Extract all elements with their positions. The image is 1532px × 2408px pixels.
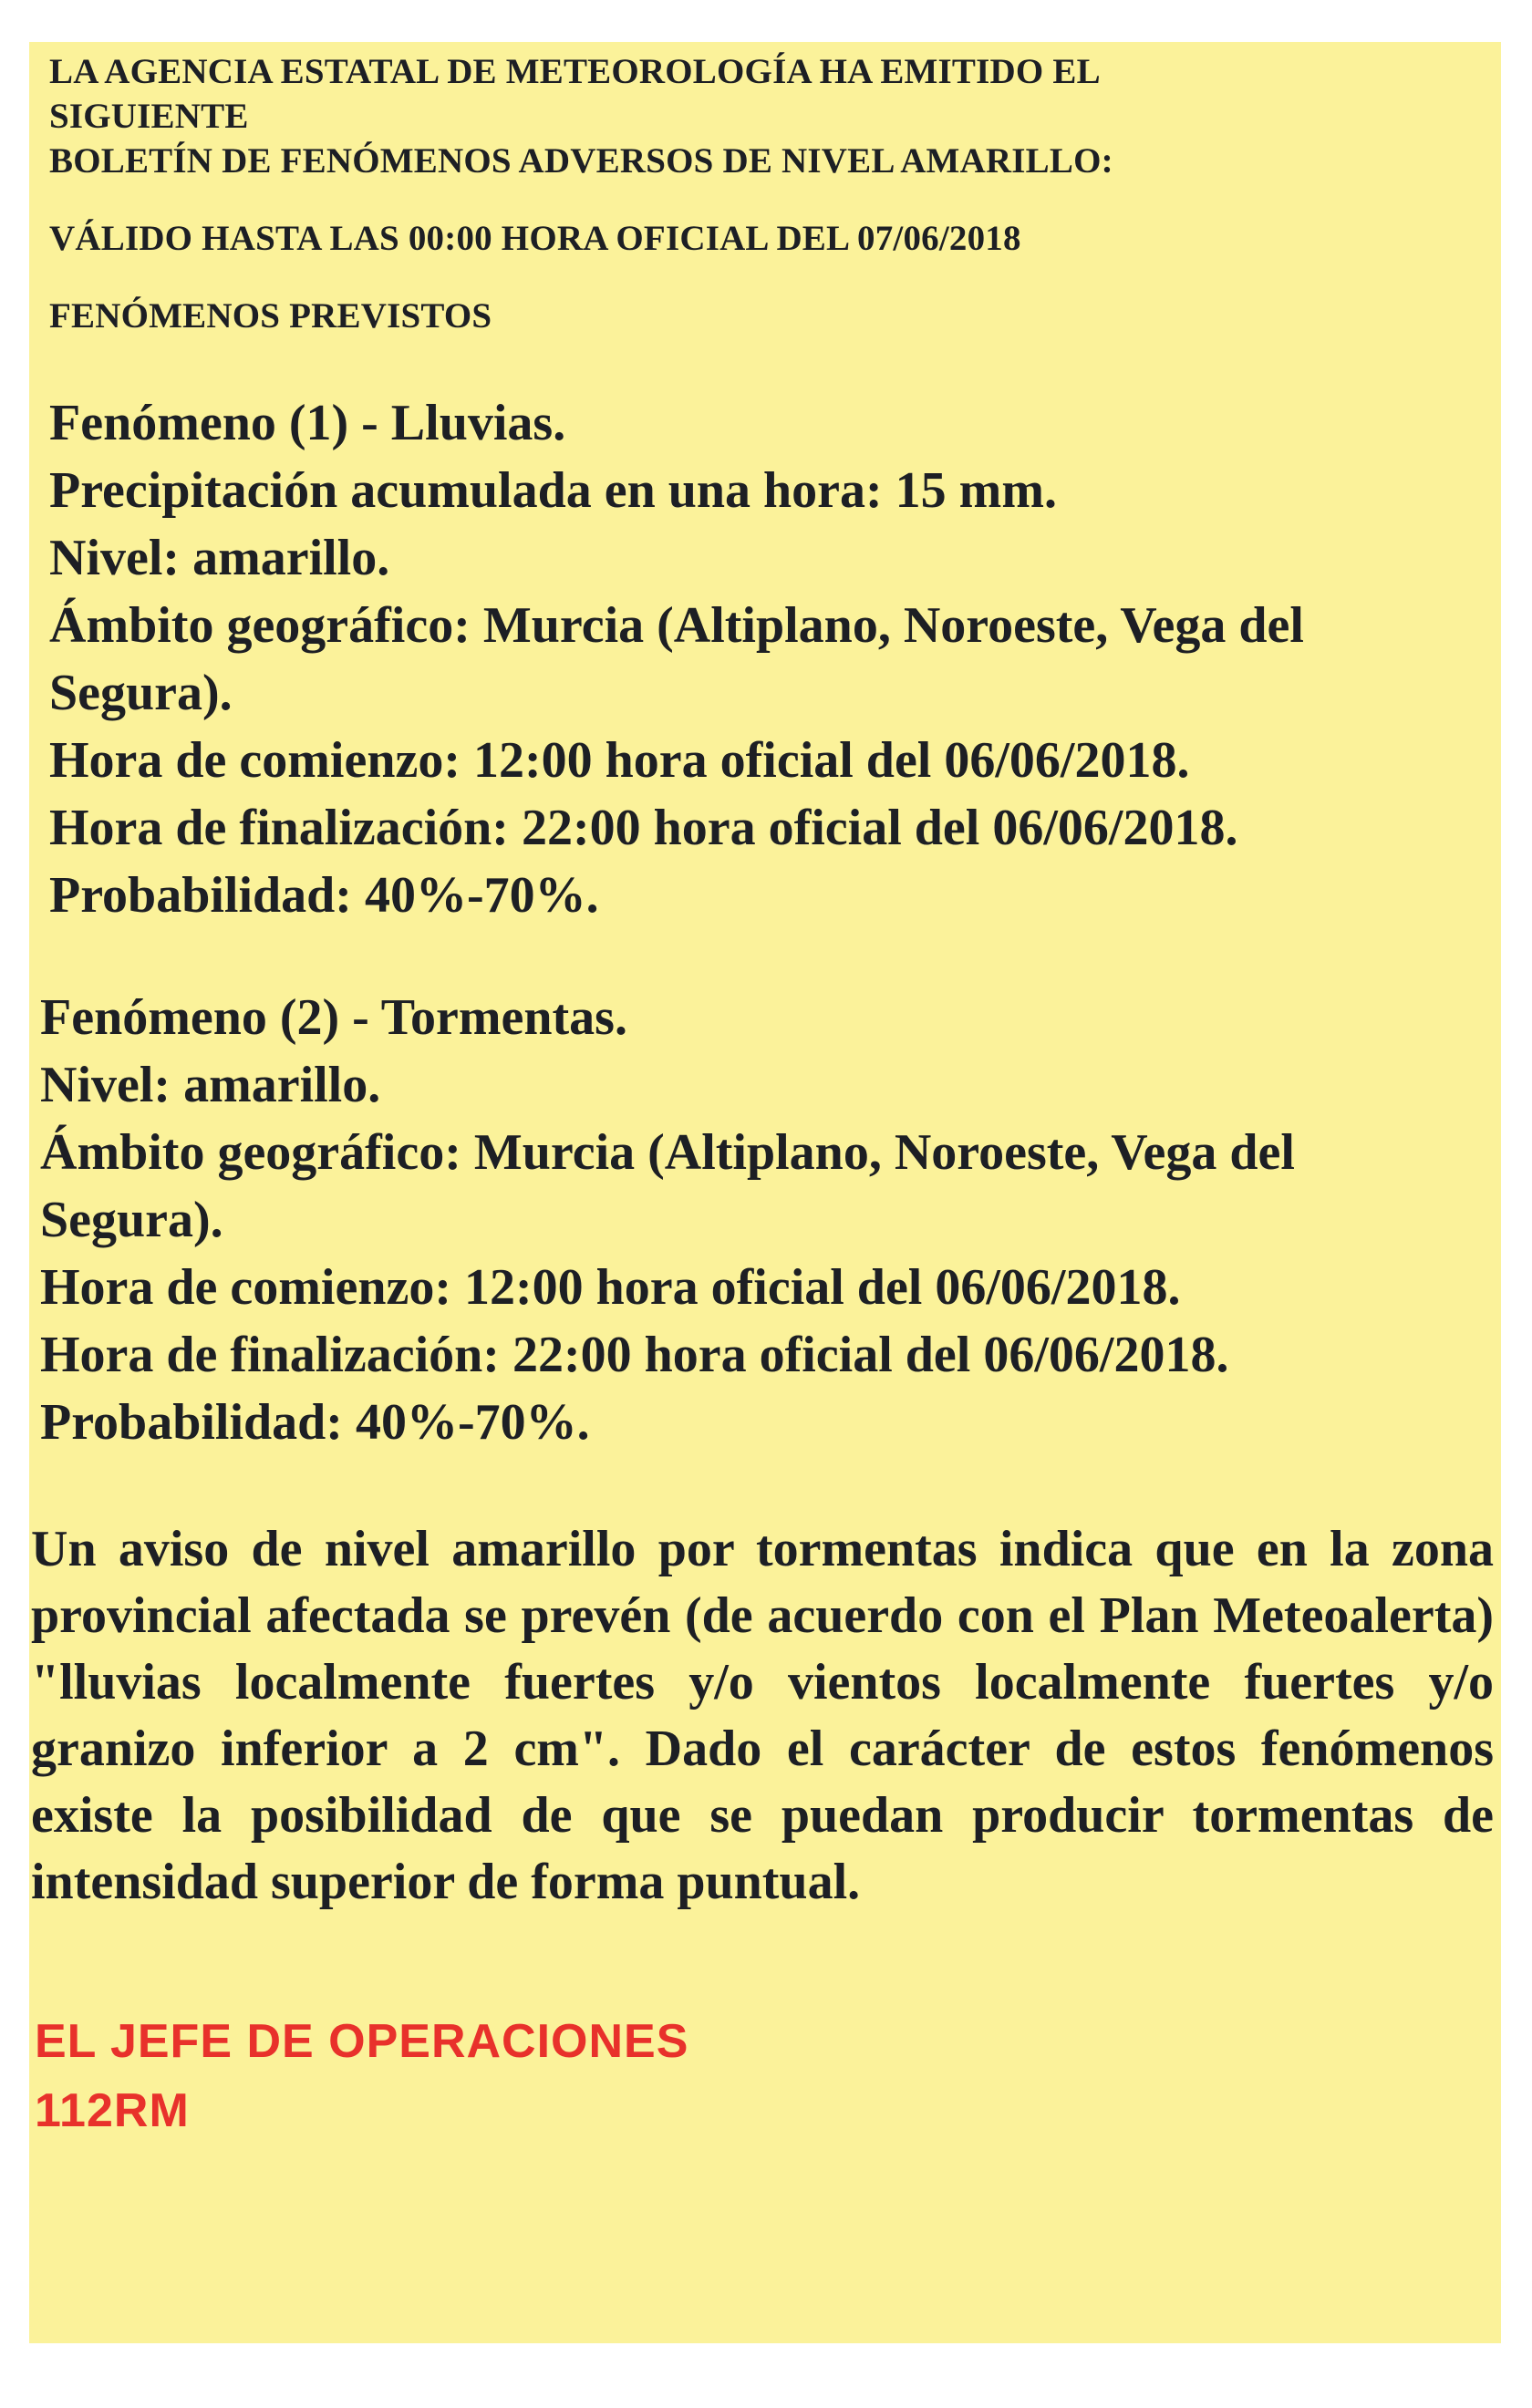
phenomenon-area-cont: Segura). <box>40 1192 223 1248</box>
bulletin-header <box>40 49 1496 338</box>
validity-line: VÁLIDO HASTA LAS 00:00 HORA OFICIAL DEL 07/06/2018 <box>49 219 1021 258</box>
header-spacer <box>49 261 1496 294</box>
bulletin-content <box>31 49 1496 2145</box>
phenomenon-title: Fenómeno (1) - Lluvias. <box>49 395 566 451</box>
phenomenon-probability: Probabilidad: 40%-70%. <box>49 867 599 924</box>
phenomenon-precipitation: Precipitación acumulada en una hora: 15 mm. <box>49 462 1057 519</box>
phenomenon-title: Fenómeno (2) - Tormentas. <box>40 989 627 1046</box>
phenomenon-end: Hora de finalización: 22:00 hora oficial del 06/06/2018. <box>49 800 1238 856</box>
header-line-2: SIGUIENTE <box>49 97 249 136</box>
phenomenon-probability: Probabilidad: 40%-70%. <box>40 1394 590 1451</box>
signature-org: 112RM <box>35 2084 190 2137</box>
section-title: FENÓMENOS PREVISTOS <box>49 296 492 336</box>
phenomenon-2 <box>40 984 1496 1456</box>
bulletin-sheet <box>29 42 1501 2343</box>
header-line-1: LA AGENCIA ESTATAL DE METEOROLOGÍA HA EMITIDO EL <box>49 52 1101 91</box>
phenomenon-area: Ámbito geográfico: Murcia (Altiplano, Noroeste, Vega del <box>49 597 1304 654</box>
phenomenon-start: Hora de comienzo: 12:00 hora oficial del 06/06/2018. <box>49 732 1190 789</box>
signature-block <box>35 2007 1496 2145</box>
header-spacer <box>49 183 1496 216</box>
header-line-3: BOLETÍN DE FENÓMENOS ADVERSOS DE NIVEL AMARILLO: <box>49 141 1113 181</box>
phenomenon-level: Nivel: amarillo. <box>49 530 390 586</box>
phenomenon-area: Ámbito geográfico: Murcia (Altiplano, Noroeste, Vega del <box>40 1124 1295 1181</box>
warning-explanation: Un aviso de nivel amarillo por tormentas indica que en la zona provincial afectada se prevén (de acuerdo con el Plan Meteoalerta) "lluvias localmente fuertes y/o vientos localmente fuertes y/o granizo inferior a 2 cm". Dado el carácter de estos fenómenos existe la posibilidad de que se puedan producir tormentas de intensidad superior de forma puntual. <box>31 1521 1494 1910</box>
phenomenon-end: Hora de finalización: 22:00 hora oficial del 06/06/2018. <box>40 1327 1229 1383</box>
phenomenon-area-cont: Segura). <box>49 665 233 721</box>
phenomenon-level: Nivel: amarillo. <box>40 1057 381 1113</box>
phenomenon-1 <box>40 389 1496 929</box>
phenomenon-start: Hora de comienzo: 12:00 hora oficial del 06/06/2018. <box>40 1259 1181 1316</box>
signature-role: EL JEFE DE OPERACIONES <box>35 2015 689 2068</box>
